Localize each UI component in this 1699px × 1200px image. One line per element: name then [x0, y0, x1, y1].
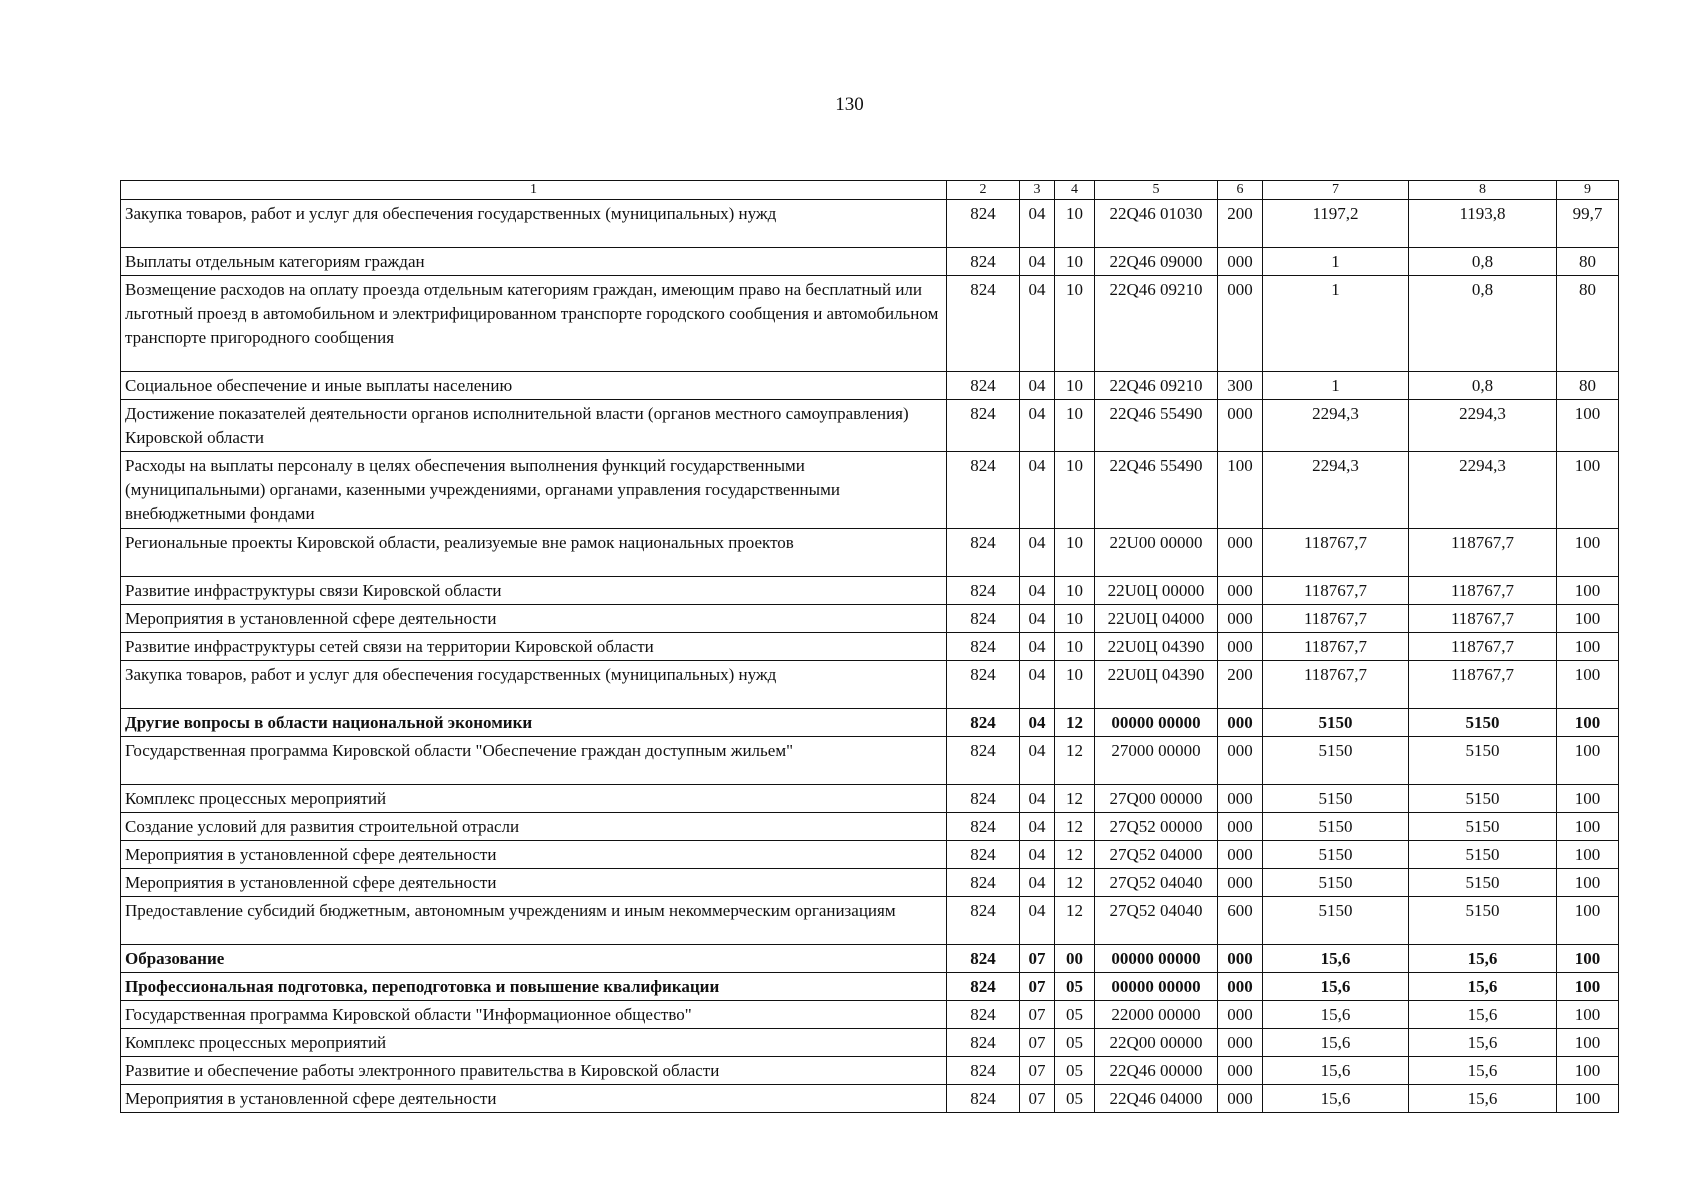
target-article-cell: 22Q46 09000: [1095, 248, 1218, 276]
percent-cell: 80: [1557, 372, 1619, 400]
table-row: [121, 785, 1619, 813]
ved-code-cell: 824: [947, 633, 1020, 661]
section-code-cell: 04: [1020, 897, 1055, 945]
expense-type-cell: 100: [1218, 452, 1263, 529]
row-name-cell: Региональные проекты Кировской области, реализуемые вне рамок национальных проектов: [121, 529, 947, 577]
percent-cell: 100: [1557, 945, 1619, 973]
ved-code-cell: 824: [947, 1085, 1020, 1113]
subsection-code-cell: 12: [1055, 737, 1095, 785]
column-header: 6: [1218, 181, 1263, 200]
section-code-cell: 07: [1020, 1057, 1055, 1085]
percent-cell: 100: [1557, 452, 1619, 529]
row-name-cell: Создание условий для развития строительной отрасли: [121, 813, 947, 841]
table-row: [121, 737, 1619, 785]
actual-amount-cell: 0,8: [1409, 248, 1557, 276]
ved-code-cell: 824: [947, 372, 1020, 400]
subsection-code-cell: 12: [1055, 869, 1095, 897]
subsection-code-cell: 00: [1055, 945, 1095, 973]
column-header: 7: [1263, 181, 1409, 200]
row-name-cell: Достижение показателей деятельности органов исполнительной власти (органов местного самоуправления) Кировской области: [121, 400, 947, 452]
ved-code-cell: 824: [947, 869, 1020, 897]
ved-code-cell: 824: [947, 1029, 1020, 1057]
plan-amount-cell: 15,6: [1263, 1029, 1409, 1057]
expense-type-cell: 000: [1218, 973, 1263, 1001]
column-header: 5: [1095, 181, 1218, 200]
target-article-cell: 27Q52 04040: [1095, 869, 1218, 897]
percent-cell: 100: [1557, 529, 1619, 577]
actual-amount-cell: 15,6: [1409, 945, 1557, 973]
subsection-code-cell: 12: [1055, 813, 1095, 841]
ved-code-cell: 824: [947, 400, 1020, 452]
table-row: [121, 841, 1619, 869]
actual-amount-cell: 5150: [1409, 785, 1557, 813]
percent-cell: 100: [1557, 1057, 1619, 1085]
table-row: [121, 869, 1619, 897]
expense-type-cell: 000: [1218, 1085, 1263, 1113]
row-name-cell: Развитие и обеспечение работы электронного правительства в Кировской области: [121, 1057, 947, 1085]
actual-amount-cell: 15,6: [1409, 1057, 1557, 1085]
actual-amount-cell: 118767,7: [1409, 661, 1557, 709]
row-name-cell: Профессиональная подготовка, переподготовка и повышение квалификации: [121, 973, 947, 1001]
subsection-code-cell: 05: [1055, 1029, 1095, 1057]
column-number-row: [121, 181, 1619, 200]
actual-amount-cell: 15,6: [1409, 1029, 1557, 1057]
ved-code-cell: 824: [947, 841, 1020, 869]
row-name-cell: Образование: [121, 945, 947, 973]
expense-type-cell: 000: [1218, 813, 1263, 841]
row-name-cell: Комплекс процессных мероприятий: [121, 1029, 947, 1057]
expense-type-cell: 300: [1218, 372, 1263, 400]
ved-code-cell: 824: [947, 200, 1020, 248]
target-article-cell: 22000 00000: [1095, 1001, 1218, 1029]
percent-cell: 100: [1557, 869, 1619, 897]
target-article-cell: 22Q46 01030: [1095, 200, 1218, 248]
row-name-cell: Закупка товаров, работ и услуг для обеспечения государственных (муниципальных) нужд: [121, 661, 947, 709]
section-code-cell: 04: [1020, 737, 1055, 785]
row-name-cell: Государственная программа Кировской области "Обеспечение граждан доступным жильем": [121, 737, 947, 785]
expense-type-cell: 200: [1218, 661, 1263, 709]
ved-code-cell: 824: [947, 276, 1020, 372]
row-name-cell: Мероприятия в установленной сфере деятельности: [121, 605, 947, 633]
column-header: 1: [121, 181, 947, 200]
target-article-cell: 22U0Ц 04390: [1095, 633, 1218, 661]
percent-cell: 100: [1557, 1001, 1619, 1029]
actual-amount-cell: 0,8: [1409, 372, 1557, 400]
ved-code-cell: 824: [947, 709, 1020, 737]
plan-amount-cell: 5150: [1263, 785, 1409, 813]
subsection-code-cell: 12: [1055, 897, 1095, 945]
actual-amount-cell: 118767,7: [1409, 605, 1557, 633]
subsection-code-cell: 12: [1055, 785, 1095, 813]
subsection-code-cell: 10: [1055, 200, 1095, 248]
ved-code-cell: 824: [947, 945, 1020, 973]
table-row: [121, 605, 1619, 633]
actual-amount-cell: 5150: [1409, 841, 1557, 869]
section-code-cell: 07: [1020, 945, 1055, 973]
section-code-cell: 04: [1020, 577, 1055, 605]
ved-code-cell: 824: [947, 1057, 1020, 1085]
ved-code-cell: 824: [947, 973, 1020, 1001]
subsection-code-cell: 10: [1055, 577, 1095, 605]
section-code-cell: 04: [1020, 400, 1055, 452]
section-code-cell: 04: [1020, 529, 1055, 577]
table-row: [121, 577, 1619, 605]
subsection-code-cell: 10: [1055, 400, 1095, 452]
row-name-cell: Выплаты отдельным категориям граждан: [121, 248, 947, 276]
target-article-cell: 22Q46 55490: [1095, 400, 1218, 452]
actual-amount-cell: 0,8: [1409, 276, 1557, 372]
percent-cell: 100: [1557, 661, 1619, 709]
column-header: 9: [1557, 181, 1619, 200]
expense-type-cell: 000: [1218, 709, 1263, 737]
target-article-cell: 00000 00000: [1095, 945, 1218, 973]
table-row: [121, 633, 1619, 661]
percent-cell: 100: [1557, 605, 1619, 633]
expense-type-cell: 600: [1218, 897, 1263, 945]
section-code-cell: 04: [1020, 869, 1055, 897]
subsection-code-cell: 05: [1055, 1085, 1095, 1113]
plan-amount-cell: 5150: [1263, 869, 1409, 897]
table-row: [121, 400, 1619, 452]
plan-amount-cell: 118767,7: [1263, 529, 1409, 577]
actual-amount-cell: 5150: [1409, 813, 1557, 841]
row-name-cell: Комплекс процессных мероприятий: [121, 785, 947, 813]
section-code-cell: 04: [1020, 276, 1055, 372]
actual-amount-cell: 15,6: [1409, 973, 1557, 1001]
plan-amount-cell: 5150: [1263, 841, 1409, 869]
table-row: [121, 897, 1619, 945]
page-number: 130: [835, 94, 864, 115]
expense-type-cell: 000: [1218, 605, 1263, 633]
percent-cell: 100: [1557, 400, 1619, 452]
ved-code-cell: 824: [947, 1001, 1020, 1029]
section-code-cell: 04: [1020, 785, 1055, 813]
plan-amount-cell: 118767,7: [1263, 605, 1409, 633]
target-article-cell: 27Q52 04000: [1095, 841, 1218, 869]
subsection-code-cell: 05: [1055, 973, 1095, 1001]
target-article-cell: 22Q46 00000: [1095, 1057, 1218, 1085]
ved-code-cell: 824: [947, 785, 1020, 813]
table-row: [121, 248, 1619, 276]
budget-table: [120, 180, 1619, 1113]
row-name-cell: Предоставление субсидий бюджетным, автономным учреждениям и иным некоммерческим организациям: [121, 897, 947, 945]
section-code-cell: 04: [1020, 452, 1055, 529]
table-row: [121, 813, 1619, 841]
subsection-code-cell: 10: [1055, 248, 1095, 276]
row-name-cell: Развитие инфраструктуры сетей связи на территории Кировской области: [121, 633, 947, 661]
target-article-cell: 22U0Ц 00000: [1095, 577, 1218, 605]
table-row: [121, 945, 1619, 973]
percent-cell: 100: [1557, 633, 1619, 661]
percent-cell: 100: [1557, 897, 1619, 945]
table-row: [121, 709, 1619, 737]
percent-cell: 100: [1557, 737, 1619, 785]
table-row: [121, 973, 1619, 1001]
actual-amount-cell: 5150: [1409, 869, 1557, 897]
row-name-cell: Государственная программа Кировской области "Информационное общество": [121, 1001, 947, 1029]
expense-type-cell: 000: [1218, 737, 1263, 785]
column-header: 3: [1020, 181, 1055, 200]
plan-amount-cell: 1197,2: [1263, 200, 1409, 248]
target-article-cell: 22Q46 09210: [1095, 372, 1218, 400]
table-row: [121, 529, 1619, 577]
percent-cell: 100: [1557, 577, 1619, 605]
expense-type-cell: 000: [1218, 945, 1263, 973]
table-row: [121, 276, 1619, 372]
ved-code-cell: 824: [947, 452, 1020, 529]
plan-amount-cell: 118767,7: [1263, 661, 1409, 709]
section-code-cell: 04: [1020, 813, 1055, 841]
percent-cell: 100: [1557, 1029, 1619, 1057]
target-article-cell: 22Q46 55490: [1095, 452, 1218, 529]
percent-cell: 100: [1557, 1085, 1619, 1113]
percent-cell: 80: [1557, 248, 1619, 276]
expense-type-cell: 000: [1218, 1029, 1263, 1057]
row-name-cell: Закупка товаров, работ и услуг для обеспечения государственных (муниципальных) нужд: [121, 200, 947, 248]
expense-type-cell: 000: [1218, 785, 1263, 813]
table-row: [121, 1085, 1619, 1113]
plan-amount-cell: 1: [1263, 248, 1409, 276]
ved-code-cell: 824: [947, 661, 1020, 709]
plan-amount-cell: 5150: [1263, 813, 1409, 841]
ved-code-cell: 824: [947, 577, 1020, 605]
section-code-cell: 04: [1020, 605, 1055, 633]
percent-cell: 99,7: [1557, 200, 1619, 248]
target-article-cell: 00000 00000: [1095, 709, 1218, 737]
actual-amount-cell: 118767,7: [1409, 529, 1557, 577]
expense-type-cell: 000: [1218, 577, 1263, 605]
ved-code-cell: 824: [947, 737, 1020, 785]
expense-type-cell: 000: [1218, 276, 1263, 372]
section-code-cell: 04: [1020, 200, 1055, 248]
percent-cell: 100: [1557, 813, 1619, 841]
plan-amount-cell: 1: [1263, 372, 1409, 400]
subsection-code-cell: 10: [1055, 661, 1095, 709]
actual-amount-cell: 118767,7: [1409, 577, 1557, 605]
target-article-cell: 22Q46 04000: [1095, 1085, 1218, 1113]
expense-type-cell: 000: [1218, 869, 1263, 897]
expense-type-cell: 000: [1218, 400, 1263, 452]
row-name-cell: Другие вопросы в области национальной экономики: [121, 709, 947, 737]
section-code-cell: 07: [1020, 1001, 1055, 1029]
target-article-cell: 27Q00 00000: [1095, 785, 1218, 813]
target-article-cell: 27Q52 04040: [1095, 897, 1218, 945]
expense-type-cell: 000: [1218, 248, 1263, 276]
actual-amount-cell: 1193,8: [1409, 200, 1557, 248]
section-code-cell: 07: [1020, 1029, 1055, 1057]
section-code-cell: 04: [1020, 372, 1055, 400]
section-code-cell: 04: [1020, 661, 1055, 709]
table-body: [121, 200, 1619, 1113]
ved-code-cell: 824: [947, 248, 1020, 276]
row-name-cell: Мероприятия в установленной сфере деятельности: [121, 869, 947, 897]
actual-amount-cell: 2294,3: [1409, 400, 1557, 452]
plan-amount-cell: 2294,3: [1263, 452, 1409, 529]
actual-amount-cell: 15,6: [1409, 1085, 1557, 1113]
table-row: [121, 1001, 1619, 1029]
percent-cell: 100: [1557, 785, 1619, 813]
ved-code-cell: 824: [947, 897, 1020, 945]
plan-amount-cell: 118767,7: [1263, 633, 1409, 661]
subsection-code-cell: 10: [1055, 605, 1095, 633]
actual-amount-cell: 2294,3: [1409, 452, 1557, 529]
target-article-cell: 22Q00 00000: [1095, 1029, 1218, 1057]
subsection-code-cell: 10: [1055, 452, 1095, 529]
plan-amount-cell: 118767,7: [1263, 577, 1409, 605]
section-code-cell: 04: [1020, 248, 1055, 276]
plan-amount-cell: 5150: [1263, 709, 1409, 737]
percent-cell: 80: [1557, 276, 1619, 372]
actual-amount-cell: 5150: [1409, 897, 1557, 945]
plan-amount-cell: 15,6: [1263, 1001, 1409, 1029]
subsection-code-cell: 05: [1055, 1057, 1095, 1085]
table-row: [121, 1057, 1619, 1085]
plan-amount-cell: 15,6: [1263, 945, 1409, 973]
plan-amount-cell: 2294,3: [1263, 400, 1409, 452]
ved-code-cell: 824: [947, 813, 1020, 841]
section-code-cell: 07: [1020, 973, 1055, 1001]
target-article-cell: 27Q52 00000: [1095, 813, 1218, 841]
plan-amount-cell: 1: [1263, 276, 1409, 372]
target-article-cell: 22U0Ц 04000: [1095, 605, 1218, 633]
table-row: [121, 200, 1619, 248]
target-article-cell: 27000 00000: [1095, 737, 1218, 785]
expense-type-cell: 000: [1218, 841, 1263, 869]
plan-amount-cell: 15,6: [1263, 1057, 1409, 1085]
actual-amount-cell: 5150: [1409, 709, 1557, 737]
column-header: 4: [1055, 181, 1095, 200]
expense-type-cell: 000: [1218, 633, 1263, 661]
plan-amount-cell: 15,6: [1263, 1085, 1409, 1113]
expense-type-cell: 000: [1218, 1057, 1263, 1085]
ved-code-cell: 824: [947, 605, 1020, 633]
target-article-cell: 22U0Ц 04390: [1095, 661, 1218, 709]
subsection-code-cell: 10: [1055, 276, 1095, 372]
row-name-cell: Социальное обеспечение и иные выплаты населению: [121, 372, 947, 400]
expense-type-cell: 200: [1218, 200, 1263, 248]
row-name-cell: Развитие инфраструктуры связи Кировской области: [121, 577, 947, 605]
subsection-code-cell: 10: [1055, 633, 1095, 661]
subsection-code-cell: 12: [1055, 709, 1095, 737]
plan-amount-cell: 5150: [1263, 737, 1409, 785]
actual-amount-cell: 5150: [1409, 737, 1557, 785]
table-row: [121, 372, 1619, 400]
target-article-cell: 00000 00000: [1095, 973, 1218, 1001]
table-row: [121, 661, 1619, 709]
percent-cell: 100: [1557, 973, 1619, 1001]
section-code-cell: 07: [1020, 1085, 1055, 1113]
ved-code-cell: 824: [947, 529, 1020, 577]
percent-cell: 100: [1557, 841, 1619, 869]
expense-type-cell: 000: [1218, 1001, 1263, 1029]
subsection-code-cell: 12: [1055, 841, 1095, 869]
percent-cell: 100: [1557, 709, 1619, 737]
column-header: 8: [1409, 181, 1557, 200]
plan-amount-cell: 5150: [1263, 897, 1409, 945]
section-code-cell: 04: [1020, 633, 1055, 661]
subsection-code-cell: 05: [1055, 1001, 1095, 1029]
plan-amount-cell: 15,6: [1263, 973, 1409, 1001]
column-header: 2: [947, 181, 1020, 200]
subsection-code-cell: 10: [1055, 372, 1095, 400]
row-name-cell: Мероприятия в установленной сфере деятельности: [121, 841, 947, 869]
table-row: [121, 452, 1619, 529]
row-name-cell: Возмещение расходов на оплату проезда отдельным категориям граждан, имеющим право на бесплатный или льготный проезд в автомобильном и электрифицированном транспорте городского сообщения и автомобильном транспорте пригородного сообщения: [121, 276, 947, 372]
expense-type-cell: 000: [1218, 529, 1263, 577]
subsection-code-cell: 10: [1055, 529, 1095, 577]
actual-amount-cell: 15,6: [1409, 1001, 1557, 1029]
target-article-cell: 22Q46 09210: [1095, 276, 1218, 372]
actual-amount-cell: 118767,7: [1409, 633, 1557, 661]
target-article-cell: 22U00 00000: [1095, 529, 1218, 577]
section-code-cell: 04: [1020, 709, 1055, 737]
row-name-cell: Мероприятия в установленной сфере деятельности: [121, 1085, 947, 1113]
table-row: [121, 1029, 1619, 1057]
section-code-cell: 04: [1020, 841, 1055, 869]
row-name-cell: Расходы на выплаты персоналу в целях обеспечения выполнения функций государственными (муниципальными) органами, казенными учреждениями, органами управления государственными внебюджетными фондами: [121, 452, 947, 529]
